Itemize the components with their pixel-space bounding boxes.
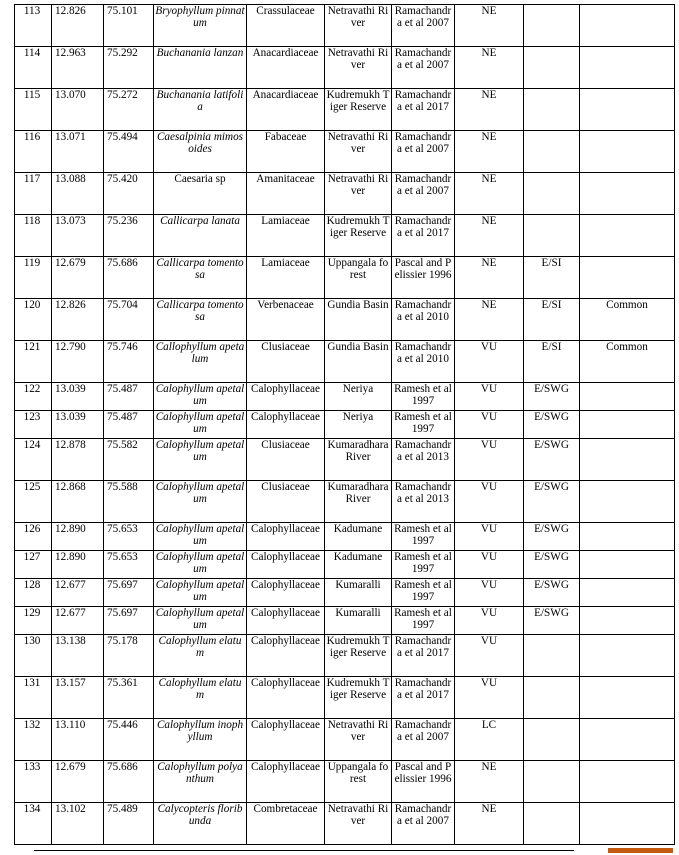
cell-family: Combretaceae [247,803,325,845]
cell-iucn-status: VU [455,607,524,635]
cell-species: Calophyllum apetalum [154,439,247,481]
cell-reference: Ramachandra et al 2007 [392,47,455,89]
cell-serial-number: 122 [15,383,52,411]
cell-iucn-status: NE [455,803,524,845]
cell-abundance-status [580,215,675,257]
cell-serial-number: 131 [15,677,52,719]
cell-species: Bryophyllum pinnatum [154,5,247,47]
cell-species: Caesalpinia mimosoides [154,131,247,173]
cell-reference: Ramachandra et al 2017 [392,635,455,677]
cell-longitude: 75.489 [104,803,154,845]
species-table [14,4,675,845]
cell-serial-number: 132 [15,719,52,761]
cell-iucn-status: VU [455,635,524,677]
cell-endemism [524,677,580,719]
cell-location: Gundia Basin [325,299,392,341]
cell-iucn-status: VU [455,551,524,579]
footer-rule [34,850,574,851]
cell-location: Neriya [325,383,392,411]
cell-iucn-status: VU [455,439,524,481]
cell-abundance-status [580,803,675,845]
cell-abundance-status [580,383,675,411]
cell-location: Netravathi River [325,803,392,845]
cell-endemism: E/SI [524,257,580,299]
cell-endemism: E/SI [524,299,580,341]
cell-iucn-status: VU [455,677,524,719]
cell-serial-number: 130 [15,635,52,677]
cell-iucn-status: LC [455,719,524,761]
cell-species: Calophyllum polyanthum [154,761,247,803]
cell-species: Calycopteris floribunda [154,803,247,845]
cell-family: Lamiaceae [247,215,325,257]
cell-location: Kudremukh Tiger Reserve [325,215,392,257]
cell-latitude: 13.138 [52,635,104,677]
cell-family: Lamiaceae [247,257,325,299]
cell-serial-number: 124 [15,439,52,481]
table-row [15,523,675,551]
cell-reference: Ramachandra et al 2007 [392,719,455,761]
cell-latitude: 12.790 [52,341,104,383]
table-row [15,481,675,523]
table-row [15,677,675,719]
cell-serial-number: 134 [15,803,52,845]
cell-species: Calophyllum apetalum [154,551,247,579]
cell-longitude: 75.686 [104,761,154,803]
table-row [15,47,675,89]
cell-abundance-status [580,439,675,481]
table-row [15,719,675,761]
cell-reference: Ramachandra et al 2007 [392,803,455,845]
cell-endemism [524,131,580,173]
cell-location: Neriya [325,411,392,439]
cell-reference: Ramachandra et al 2007 [392,173,455,215]
cell-family: Calophyllaceae [247,383,325,411]
cell-abundance-status [580,173,675,215]
cell-species: Callicarpa tomentosa [154,257,247,299]
cell-family: Anacardiaceae [247,89,325,131]
cell-latitude: 12.826 [52,5,104,47]
cell-serial-number: 129 [15,607,52,635]
cell-iucn-status: VU [455,481,524,523]
cell-latitude: 13.102 [52,803,104,845]
cell-abundance-status [580,411,675,439]
cell-reference: Ramachandra et al 2010 [392,341,455,383]
cell-iucn-status: VU [455,579,524,607]
cell-serial-number: 125 [15,481,52,523]
cell-reference: Ramesh et al 1997 [392,383,455,411]
cell-longitude: 75.653 [104,551,154,579]
table-body [15,5,675,845]
cell-reference: Ramachandra et al 2013 [392,439,455,481]
table-row [15,439,675,481]
cell-endemism [524,173,580,215]
cell-reference: Ramesh et al 1997 [392,579,455,607]
cell-location: Kumaradhara River [325,439,392,481]
cell-endemism: E/SWG [524,383,580,411]
cell-serial-number: 114 [15,47,52,89]
cell-serial-number: 126 [15,523,52,551]
cell-latitude: 12.963 [52,47,104,89]
cell-latitude: 12.890 [52,523,104,551]
cell-latitude: 12.826 [52,299,104,341]
cell-abundance-status [580,257,675,299]
cell-serial-number: 127 [15,551,52,579]
cell-iucn-status: NE [455,5,524,47]
cell-location: Kumaradhara River [325,481,392,523]
cell-longitude: 75.697 [104,607,154,635]
cell-species: Caesaria sp [154,173,247,215]
cell-family: Anacardiaceae [247,47,325,89]
cell-longitude: 75.272 [104,89,154,131]
cell-location: Kumaralli [325,607,392,635]
cell-longitude: 75.487 [104,383,154,411]
cell-reference: Pascal and Pelissier 1996 [392,257,455,299]
cell-species: Calophyllum apetalum [154,579,247,607]
table-row [15,579,675,607]
cell-endemism [524,47,580,89]
cell-iucn-status: NE [455,173,524,215]
cell-longitude: 75.178 [104,635,154,677]
cell-endemism [524,5,580,47]
cell-latitude: 13.070 [52,89,104,131]
cell-longitude: 75.487 [104,411,154,439]
table-row [15,635,675,677]
table-row [15,551,675,579]
cell-family: Crassulaceae [247,5,325,47]
cell-location: Gundia Basin [325,341,392,383]
cell-reference: Ramachandra et al 2017 [392,89,455,131]
cell-iucn-status: NE [455,131,524,173]
cell-location: Netravathi River [325,5,392,47]
table-row [15,257,675,299]
cell-family: Calophyllaceae [247,523,325,551]
cell-abundance-status [580,761,675,803]
cell-latitude: 12.890 [52,551,104,579]
cell-abundance-status [580,481,675,523]
cell-location: Kadumane [325,523,392,551]
cell-serial-number: 118 [15,215,52,257]
table-row [15,341,675,383]
cell-endemism [524,761,580,803]
cell-abundance-status [580,89,675,131]
cell-longitude: 75.446 [104,719,154,761]
table-row [15,761,675,803]
cell-reference: Ramesh et al 1997 [392,411,455,439]
table-row [15,411,675,439]
cell-family: Calophyllaceae [247,411,325,439]
cell-serial-number: 133 [15,761,52,803]
document-page [14,4,674,845]
cell-endemism: E/SWG [524,439,580,481]
cell-latitude: 12.677 [52,607,104,635]
cell-family: Calophyllaceae [247,635,325,677]
cell-species: Calophyllum elatum [154,677,247,719]
cell-species: Callophyllum apetalum [154,341,247,383]
cell-longitude: 75.697 [104,579,154,607]
cell-reference: Ramachandra et al 2007 [392,131,455,173]
cell-iucn-status: VU [455,383,524,411]
cell-species: Calophyllum inophyllum [154,719,247,761]
cell-endemism: E/SWG [524,523,580,551]
cell-endemism [524,89,580,131]
cell-species: Calophyllum apetalum [154,523,247,551]
cell-abundance-status [580,523,675,551]
cell-reference: Ramachandra et al 2013 [392,481,455,523]
cell-longitude: 75.582 [104,439,154,481]
cell-endemism: E/SWG [524,551,580,579]
cell-abundance-status: Common [580,299,675,341]
cell-family: Verbenaceae [247,299,325,341]
cell-abundance-status [580,719,675,761]
cell-abundance-status [580,607,675,635]
cell-reference: Ramachandra et al 2017 [392,215,455,257]
cell-latitude: 12.878 [52,439,104,481]
cell-longitude: 75.653 [104,523,154,551]
cell-abundance-status [580,551,675,579]
cell-family: Clusiaceae [247,481,325,523]
cell-location: Kumaralli [325,579,392,607]
cell-location: Kudremukh Tiger Reserve [325,635,392,677]
cell-location: Kudremukh Tiger Reserve [325,89,392,131]
table-row [15,89,675,131]
cell-species: Callicarpa lanata [154,215,247,257]
cell-species: Calophyllum elatum [154,635,247,677]
cell-latitude: 13.039 [52,383,104,411]
cell-longitude: 75.746 [104,341,154,383]
cell-reference: Ramesh et al 1997 [392,523,455,551]
table-row [15,383,675,411]
cell-reference: Ramesh et al 1997 [392,551,455,579]
cell-abundance-status [580,5,675,47]
cell-location: Uppangala forest [325,761,392,803]
table-row [15,803,675,845]
cell-abundance-status [580,131,675,173]
cell-iucn-status: NE [455,215,524,257]
cell-family: Calophyllaceae [247,677,325,719]
cell-species: Calophyllum apetalum [154,607,247,635]
cell-endemism: E/SWG [524,579,580,607]
cell-latitude: 13.110 [52,719,104,761]
cell-serial-number: 121 [15,341,52,383]
cell-family: Fabaceae [247,131,325,173]
cell-species: Calophyllum apetalum [154,411,247,439]
cell-iucn-status: NE [455,89,524,131]
cell-endemism: E/SWG [524,607,580,635]
cell-iucn-status: NE [455,299,524,341]
cell-endemism [524,803,580,845]
cell-location: Netravathi River [325,131,392,173]
cell-latitude: 12.677 [52,579,104,607]
table-row [15,299,675,341]
cell-serial-number: 115 [15,89,52,131]
table-row [15,131,675,173]
table-row [15,607,675,635]
cell-iucn-status: VU [455,341,524,383]
cell-longitude: 75.292 [104,47,154,89]
cell-iucn-status: VU [455,411,524,439]
cell-latitude: 13.073 [52,215,104,257]
cell-endemism: E/SI [524,341,580,383]
cell-serial-number: 128 [15,579,52,607]
cell-latitude: 12.679 [52,761,104,803]
cell-latitude: 13.071 [52,131,104,173]
cell-serial-number: 120 [15,299,52,341]
cell-abundance-status [580,677,675,719]
cell-reference: Pascal and Pelissier 1996 [392,761,455,803]
table-row [15,215,675,257]
cell-reference: Ramachandra et al 2007 [392,5,455,47]
footer-accent-bar [608,848,673,853]
cell-iucn-status: NE [455,761,524,803]
cell-species: Calophyllum apetalum [154,481,247,523]
cell-species: Buchanania latifolia [154,89,247,131]
cell-family: Amanitaceae [247,173,325,215]
cell-iucn-status: NE [455,47,524,89]
cell-abundance-status: Common [580,341,675,383]
cell-abundance-status [580,635,675,677]
cell-iucn-status: NE [455,257,524,299]
cell-family: Calophyllaceae [247,551,325,579]
cell-longitude: 75.686 [104,257,154,299]
cell-reference: Ramachandra et al 2017 [392,677,455,719]
cell-species: Buchanania lanzan [154,47,247,89]
cell-serial-number: 117 [15,173,52,215]
cell-serial-number: 123 [15,411,52,439]
cell-endemism [524,719,580,761]
cell-family: Clusiaceae [247,341,325,383]
cell-location: Netravathi River [325,173,392,215]
cell-longitude: 75.361 [104,677,154,719]
cell-longitude: 75.420 [104,173,154,215]
cell-endemism [524,215,580,257]
cell-longitude: 75.101 [104,5,154,47]
cell-species: Calophyllum apetalum [154,383,247,411]
cell-latitude: 13.088 [52,173,104,215]
cell-serial-number: 116 [15,131,52,173]
cell-reference: Ramachandra et al 2010 [392,299,455,341]
cell-species: Callicarpa tomentosa [154,299,247,341]
table-row [15,5,675,47]
cell-latitude: 12.868 [52,481,104,523]
cell-family: Calophyllaceae [247,579,325,607]
cell-location: Netravathi River [325,47,392,89]
cell-family: Calophyllaceae [247,719,325,761]
cell-endemism: E/SWG [524,411,580,439]
cell-longitude: 75.494 [104,131,154,173]
cell-family: Clusiaceae [247,439,325,481]
cell-location: Kadumane [325,551,392,579]
cell-longitude: 75.236 [104,215,154,257]
cell-location: Kudremukh Tiger Reserve [325,677,392,719]
cell-family: Calophyllaceae [247,607,325,635]
cell-iucn-status: VU [455,523,524,551]
cell-latitude: 12.679 [52,257,104,299]
cell-serial-number: 113 [15,5,52,47]
cell-latitude: 13.039 [52,411,104,439]
cell-serial-number: 119 [15,257,52,299]
cell-family: Calophyllaceae [247,761,325,803]
cell-latitude: 13.157 [52,677,104,719]
cell-longitude: 75.704 [104,299,154,341]
cell-abundance-status [580,579,675,607]
cell-location: Uppangala forest [325,257,392,299]
cell-endemism: E/SWG [524,481,580,523]
cell-longitude: 75.588 [104,481,154,523]
cell-endemism [524,635,580,677]
table-row [15,173,675,215]
cell-abundance-status [580,47,675,89]
cell-reference: Ramesh et al 1997 [392,607,455,635]
cell-location: Netravathi River [325,719,392,761]
